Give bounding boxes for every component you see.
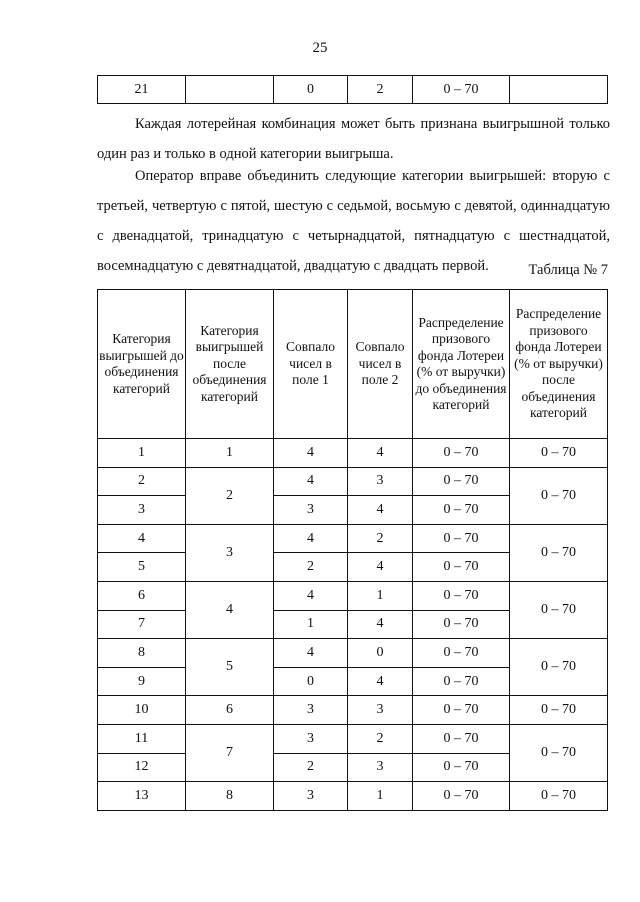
field2-match-cell: 2 — [348, 724, 413, 753]
category-after-cell: 5 — [186, 639, 274, 696]
distribution-before-cell: 0 – 70 — [413, 581, 510, 610]
field1-match-cell: 3 — [274, 782, 348, 811]
field2-match-cell: 4 — [348, 496, 413, 525]
table-row — [98, 467, 608, 496]
field2-match-cell: 3 — [348, 696, 413, 725]
distribution-after-cell: 0 – 70 — [510, 724, 608, 781]
field1-match-cell: 1 — [274, 610, 348, 639]
table-header-row — [98, 290, 608, 439]
distribution-before-cell: 0 – 70 — [413, 724, 510, 753]
distribution-before-cell: 0 – 70 — [413, 439, 510, 468]
distribution-after-cell: 0 – 70 — [510, 439, 608, 468]
paragraph-merging: Оператор вправе объединить следующие категории выигрышей: вторую с третьей, четвертую с пятой, шестую с седьмой, восьмую с девятой, одиннадцатую с двенадцатой, тринадцатую с четырнадцатой, пятнадцатую с шестнадцатой, восемнадцатую с девятнадцатой, двадцатую с двадцать первой. — [97, 168, 610, 274]
field1-match-cell: 4 — [274, 581, 348, 610]
field2-match-cell: 4 — [348, 610, 413, 639]
distribution-after-cell: 0 – 70 — [510, 639, 608, 696]
distribution-before-cell: 0 – 70 — [413, 524, 510, 553]
category-after-cell: 4 — [186, 581, 274, 638]
distribution-after-cell: 0 – 70 — [510, 696, 608, 725]
field2-match-cell: 0 — [348, 639, 413, 668]
field2-match-cell: 3 — [348, 753, 413, 782]
table-row — [98, 639, 608, 668]
table-caption: Таблица № 7 — [528, 262, 608, 278]
distribution-after-cell: 0 – 70 — [510, 467, 608, 524]
field2-match-cell: 2 — [348, 524, 413, 553]
distribution-before-cell: 0 – 70 — [413, 610, 510, 639]
field1-match-cell: 4 — [274, 467, 348, 496]
category-after-cell: 6 — [186, 696, 274, 725]
header-distribution-before: Распределение призового фонда Лотереи (% от выручки) до объединения категорий — [413, 290, 510, 439]
field1-match-cell: 3 — [274, 696, 348, 725]
category-before-cell: 11 — [98, 724, 186, 753]
field2-match-cell: 1 — [348, 581, 413, 610]
field1-match-cell: 4 — [274, 639, 348, 668]
category-before-cell: 6 — [98, 581, 186, 610]
field1-match-cell: 2 — [274, 753, 348, 782]
field1-match-cell: 0 — [274, 667, 348, 696]
category-before-cell: 10 — [98, 696, 186, 725]
header-field2-match: Совпало чисел в поле 2 — [348, 290, 413, 439]
category-before-cell: 4 — [98, 524, 186, 553]
field2-match-cell: 4 — [348, 439, 413, 468]
distribution-after-cell: 0 – 70 — [510, 782, 608, 811]
category-before-cell: 9 — [98, 667, 186, 696]
category-after-cell: 7 — [186, 724, 274, 781]
header-category-before: Категория выигрышей до объединения категорий — [98, 290, 186, 439]
field2-match-cell: 2 — [348, 76, 413, 104]
field2-match-cell: 4 — [348, 667, 413, 696]
distribution-before-cell: 0 – 70 — [413, 639, 510, 668]
table-row — [98, 524, 608, 553]
category-before-cell: 12 — [98, 753, 186, 782]
field2-match-cell: 4 — [348, 553, 413, 582]
field1-match-cell: 2 — [274, 553, 348, 582]
distribution-before-cell: 0 – 70 — [413, 496, 510, 525]
table-row — [98, 724, 608, 753]
continued-table — [97, 75, 608, 104]
category-before-cell: 8 — [98, 639, 186, 668]
category-after-cell: 2 — [186, 467, 274, 524]
distribution-after-cell: 0 – 70 — [510, 581, 608, 638]
category-before-cell: 1 — [98, 439, 186, 468]
category-before-cell: 21 — [98, 76, 186, 104]
header-field1-match: Совпало чисел в поле 1 — [274, 290, 348, 439]
category-before-cell: 13 — [98, 782, 186, 811]
category-after-cell: 1 — [186, 439, 274, 468]
category-after-cell — [186, 76, 274, 104]
distribution-after-cell — [510, 76, 608, 104]
field1-match-cell: 4 — [274, 524, 348, 553]
field2-match-cell: 3 — [348, 467, 413, 496]
distribution-after-cell: 0 – 70 — [510, 524, 608, 581]
field2-match-cell: 1 — [348, 782, 413, 811]
page-number: 25 — [312, 40, 328, 56]
category-before-cell: 7 — [98, 610, 186, 639]
table-row — [98, 782, 608, 811]
header-category-after: Категория выигрышей после объединения категорий — [186, 290, 274, 439]
field1-match-cell: 3 — [274, 496, 348, 525]
table-row — [98, 581, 608, 610]
paragraph-uniqueness: Каждая лотерейная комбинация может быть признана выигрышной только один раз и только в одной категории выигрыша. — [97, 116, 610, 162]
distribution-before-cell: 0 – 70 — [413, 553, 510, 582]
category-before-cell: 2 — [98, 467, 186, 496]
distribution-before-cell: 0 – 70 — [413, 782, 510, 811]
prize-categories-table — [97, 289, 608, 811]
field1-match-cell: 4 — [274, 439, 348, 468]
distribution-before-cell: 0 – 70 — [413, 667, 510, 696]
category-before-cell: 3 — [98, 496, 186, 525]
category-after-cell: 8 — [186, 782, 274, 811]
field1-match-cell: 3 — [274, 724, 348, 753]
distribution-before-cell: 0 – 70 — [413, 753, 510, 782]
table-row — [98, 696, 608, 725]
table-row — [98, 76, 608, 104]
category-after-cell: 3 — [186, 524, 274, 581]
distribution-before-cell: 0 – 70 — [413, 696, 510, 725]
header-distribution-after: Распределение призового фонда Лотереи (% от выручки) после объединения категорий — [510, 290, 608, 439]
distribution-before-cell: 0 – 70 — [413, 467, 510, 496]
category-before-cell: 5 — [98, 553, 186, 582]
field1-match-cell: 0 — [274, 76, 348, 104]
distribution-before-cell: 0 – 70 — [413, 76, 510, 104]
table-row — [98, 439, 608, 468]
